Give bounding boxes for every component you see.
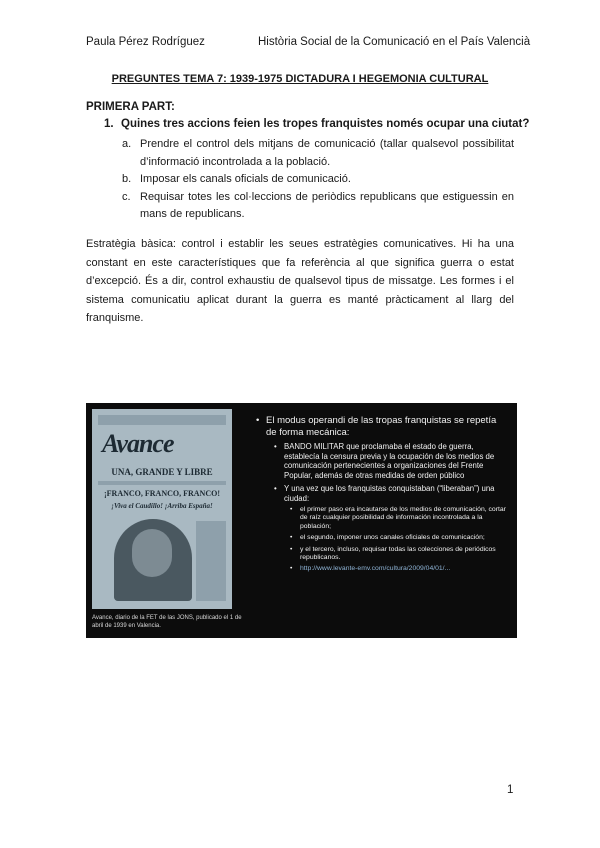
page-number: 1: [507, 784, 514, 796]
newspaper-scan: [92, 409, 232, 609]
slide-caption: Avance, diario de la FET de las JONS, publicado el 1 de abril de 1939 en Valencia.: [92, 615, 242, 629]
newspaper-column: [196, 521, 226, 601]
sub-bullet: [274, 442, 508, 480]
sub-bullet: [274, 484, 508, 503]
newspaper-slogan: UNA, GRANDE Y LIBRE: [111, 467, 213, 477]
bullet-dot-icon: •: [290, 506, 293, 513]
bullet-dot-icon: •: [290, 545, 293, 553]
answer-text: Imposar els canals oficials de comunicació.: [140, 173, 351, 185]
answer-marker: a.: [122, 138, 132, 150]
bullet-dot-icon: •: [256, 415, 260, 426]
slide-bullets: [256, 415, 508, 574]
body-paragraph: Estratègia bàsica: control i establir les seues estratègies comunicatives. Hi ha una constant en este característiques que fa referència al que significa guerra o estat d’excepció. És a dir, control exhaustiu de qualsevol tipus de missatge. Les formes i el sistema comunicatiu aplicat durant la guerra es manté pràcticament al llarg del franquisme.: [86, 238, 514, 324]
sub-bullet-text: Y una vez que los franquistas conquistaban (“liberaban”) una ciudad:: [284, 484, 495, 503]
part-label: PRIMERA PART:: [86, 101, 175, 113]
answer-item: [122, 189, 514, 224]
answer-marker: c.: [122, 190, 131, 203]
sub-bullet-text: BANDO MILITAR que proclamaba el estado de guerra, establecía la censura previa y la ocupación de los medios de comunicación pertenecientes a organizaciones del Frente Popular, además de otras medidas de orden público: [284, 442, 495, 480]
bullet-dot-icon: •: [274, 442, 277, 451]
header-course: Història Social de la Comunicació en el País Valencià: [258, 36, 531, 48]
header-author: Paula Pérez Rodríguez: [86, 36, 205, 48]
answer-text: Requisar totes les col·leccions de periòdics republicans que estiguessin en mans de republicans.: [140, 190, 514, 220]
bullet-dot-icon: •: [274, 484, 277, 493]
slide-link[interactable]: http://www.levante-emv.com/cultura/2009/04/01/...: [300, 565, 451, 573]
slide-link-row: [290, 565, 508, 573]
bullet-dot-icon: •: [290, 534, 293, 542]
sub-sub-bullet: [290, 506, 508, 531]
question-number: 1.: [104, 118, 114, 130]
sub-sub-bullet-text: el primer paso era incautarse de los medios de comunicación, cortar de raíz cualquier posibilidad de información incontrolada a la población;: [300, 506, 506, 530]
newspaper-headline: ¡FRANCO, FRANCO, FRANCO!: [104, 489, 220, 498]
answer-item: [122, 171, 514, 189]
newspaper-subhead: ¡Viva el Caudillo! ¡Arriba España!: [111, 502, 213, 510]
answer-marker: b.: [122, 173, 132, 185]
portrait-face: [132, 529, 172, 577]
question: [104, 118, 529, 130]
bullet-main: [256, 415, 508, 438]
answer-list: [122, 136, 514, 224]
question-text: Quines tres accions feien les tropes franquistes només ocupar una ciutat?: [121, 118, 530, 130]
sub-sub-bullet-text: el segundo, imponer unos canales oficiales de comunicación;: [300, 534, 485, 542]
bullet-dot-icon: •: [290, 565, 293, 573]
document-title: PREGUNTES TEMA 7: 1939-1975 DICTADURA I HEGEMONIA CULTURAL: [111, 73, 489, 85]
bullet-main-text: El modus operandi de las tropas franquistas se repetía de forma mecánica:: [266, 415, 497, 438]
newspaper-top-band: [98, 415, 226, 425]
portrait-photo: [114, 519, 192, 601]
answer-text: Prendre el control dels mitjans de comunicació (tallar qualsevol possibilitat d’informació incontrolada a la població.: [140, 138, 514, 168]
presentation-slide-image: [86, 403, 517, 638]
answer-item: [122, 136, 514, 171]
sub-sub-bullet-text: y el tercero, incluso, requisar todas las colecciones de periódicos republicanos.: [300, 545, 496, 562]
newspaper-name: Avance: [102, 429, 174, 458]
sub-sub-bullet: [290, 546, 508, 563]
newspaper-rule: [98, 481, 226, 485]
sub-sub-bullet: [290, 534, 508, 542]
